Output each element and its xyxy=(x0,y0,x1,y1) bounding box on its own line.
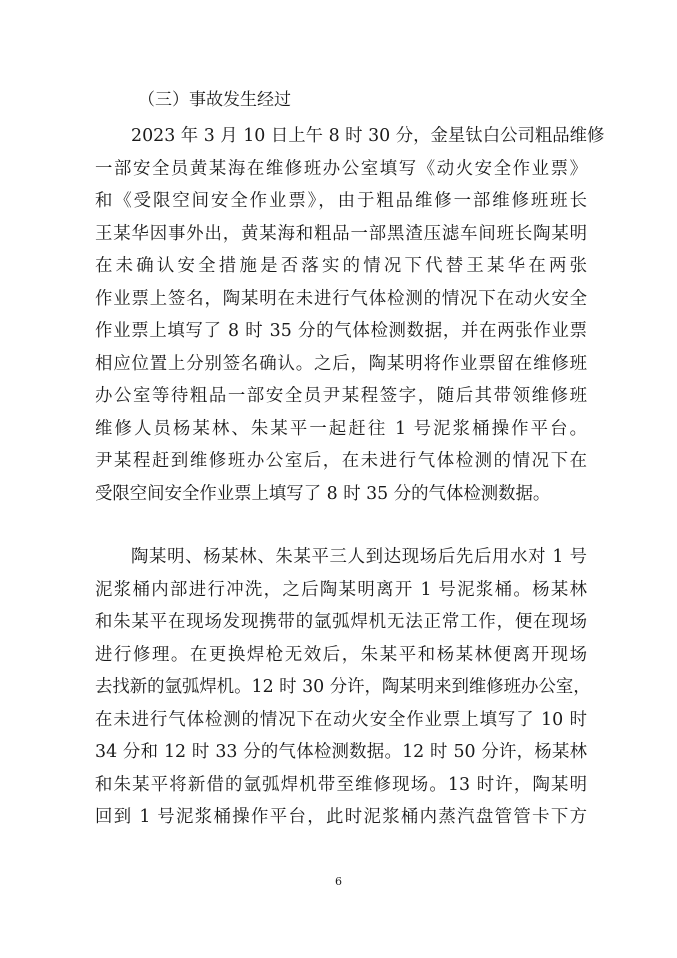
paragraph-line: 进行修理。在更换焊枪无效后，朱某平和杨某林便离开现场 xyxy=(95,644,587,665)
paragraph-accident-process xyxy=(95,120,605,510)
paragraph-line: 相应位置上分别签名确认。之后，陶某明将作业票留在维修班 xyxy=(95,353,587,374)
paragraph-line: 陶某明、杨某林、朱某平三人到达现场后先后用水对 1 号 xyxy=(131,547,587,567)
page-number: 6 xyxy=(335,875,342,888)
section-heading: （三）事故发生经过 xyxy=(138,90,291,110)
paragraph-line: 在未确认安全措施是否落实的情况下代替王某华在两张 xyxy=(95,256,587,276)
paragraph-site-events xyxy=(95,541,591,834)
paragraph-line: 2023 年 3 月 10 日上午 8 时 30 分，金星钛白公司粗品维修 xyxy=(131,126,605,146)
paragraph-line: 在未进行气体检测的情况下在动火安全作业票上填写了 10 时 xyxy=(95,709,587,730)
paragraph-line: 维修人员杨某林、朱某平一起赶往 1 号泥浆桶操作平台。 xyxy=(95,418,587,439)
paragraph-line: 34 分和 12 时 33 分的气体检测数据。12 时 50 分许，杨某林 xyxy=(95,742,587,762)
paragraph-line: 一部安全员黄某海在维修班办公室填写《动火安全作业票》 xyxy=(95,158,587,179)
paragraph-line: 作业票上填写了 8 时 35 分的气体检测数据，并在两张作业票 xyxy=(95,321,587,341)
paragraph-line: 回到 1 号泥浆桶操作平台，此时泥浆桶内蒸汽盘管管卡下方 xyxy=(95,807,587,827)
paragraph-line: 和朱某平在现场发现携带的氩弧焊机无法正常工作，便在现场 xyxy=(95,612,587,632)
paragraph-line: 和朱某平将新借的氩弧焊机带至维修现场。13 时许，陶某明 xyxy=(95,774,587,795)
paragraph-line: 受限空间安全作业票上填写了 8 时 35 分的气体检测数据。 xyxy=(95,483,551,504)
paragraph-line: 尹某程赶到维修班办公室后，在未进行气体检测的情况下在 xyxy=(95,451,587,471)
paragraph-line: 去找新的氩弧焊机。12 时 30 分许，陶某明来到维修班办公室， xyxy=(95,677,591,697)
paragraph-line: 和《受限空间安全作业票》，由于粗品维修一部维修班班长 xyxy=(95,191,587,211)
paragraph-line: 王某华因事外出，黄某海和粗品一部黑渣压滤车间班长陶某明 xyxy=(95,223,587,244)
paragraph-line: 办公室等待粗品一部安全员尹某程签字，随后其带领维修班 xyxy=(95,386,587,406)
paragraph-line: 泥浆桶内部进行冲洗，之后陶某明离开 1 号泥浆桶。杨某林 xyxy=(95,579,587,600)
paragraph-line: 作业票上签名，陶某明在未进行气体检测的情况下在动火安全 xyxy=(95,288,587,309)
